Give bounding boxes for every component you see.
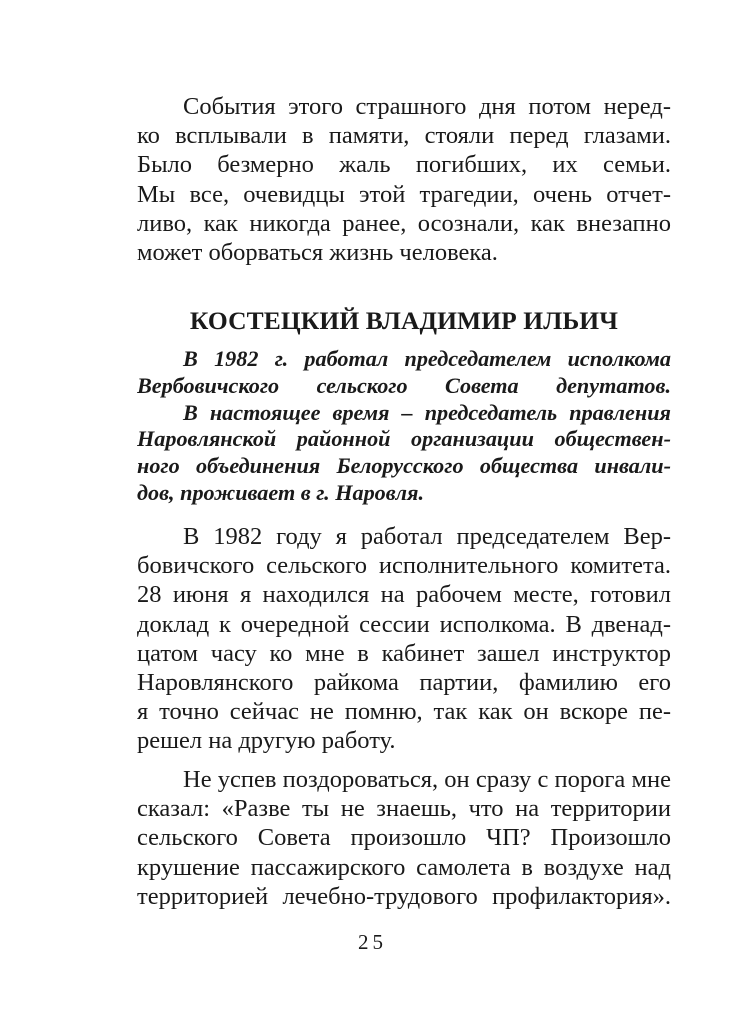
text-line: может оборваться жизнь человека.	[137, 238, 498, 266]
text-line: В 1982 году я работал председателем Вер-	[183, 523, 671, 550]
text-line: решел на другую работу.	[137, 727, 396, 755]
text-line: Было безмерно жаль погибших, их семьи.	[137, 151, 671, 179]
text-line: сельского Совета произошло ЧП? Произошло	[137, 824, 671, 852]
body-paragraph-2	[137, 765, 671, 911]
text-line: бовичского сельского исполнительного комитета.	[137, 552, 671, 580]
text-line: Мы все, очевидцы этой трагедии, очень отчет-	[137, 180, 671, 208]
text-line: ливо, как никогда ранее, осознали, как внезапно	[137, 209, 671, 237]
bio-line: Наровлянской районной организации обществен-	[137, 426, 671, 452]
section-heading: КОСТЕЦКИЙ ВЛАДИМИР ИЛЬИЧ	[189, 306, 619, 335]
text-line: я точно сейчас не помню, так как он вскоре пе-	[137, 698, 671, 726]
text-line: цатом часу ко мне в кабинет зашел инструктор	[137, 639, 671, 667]
text-line: ко всплывали в памяти, стояли перед глазами.	[137, 122, 671, 150]
text-line: Не успев поздороваться, он сразу с порога мне	[183, 766, 671, 793]
text-line: территорией лечебно-трудового профилактория».	[137, 882, 671, 910]
text-line: доклад к очередной сессии исполкома. В двенад-	[137, 610, 671, 638]
bio-paragraph	[137, 346, 671, 507]
intro-paragraph	[137, 92, 671, 267]
text-line: События этого страшного дня потом неред-	[183, 93, 671, 120]
text-line: крушение пассажирского самолета в воздухе над	[137, 853, 671, 881]
text-line: Наровлянского райкома партии, фамилию его	[137, 668, 671, 696]
text-line: сказал: «Разве ты не знаешь, что на территории	[137, 795, 671, 823]
bio-line: В 1982 г. работал председателем исполкома	[183, 346, 671, 371]
body-paragraph-1	[137, 522, 671, 756]
text-line: 28 июня я находился на рабочем месте, готовил	[137, 581, 671, 609]
page-number: 25	[358, 930, 387, 954]
bio-line: дов, проживает в г. Наровля.	[137, 479, 425, 505]
bio-line: ного объединения Белорусского общества инвали-	[137, 453, 671, 479]
bio-line: В настоящее время – председатель правления	[183, 399, 671, 425]
bio-line: Вербовичского сельского Совета депутатов.	[137, 372, 671, 398]
